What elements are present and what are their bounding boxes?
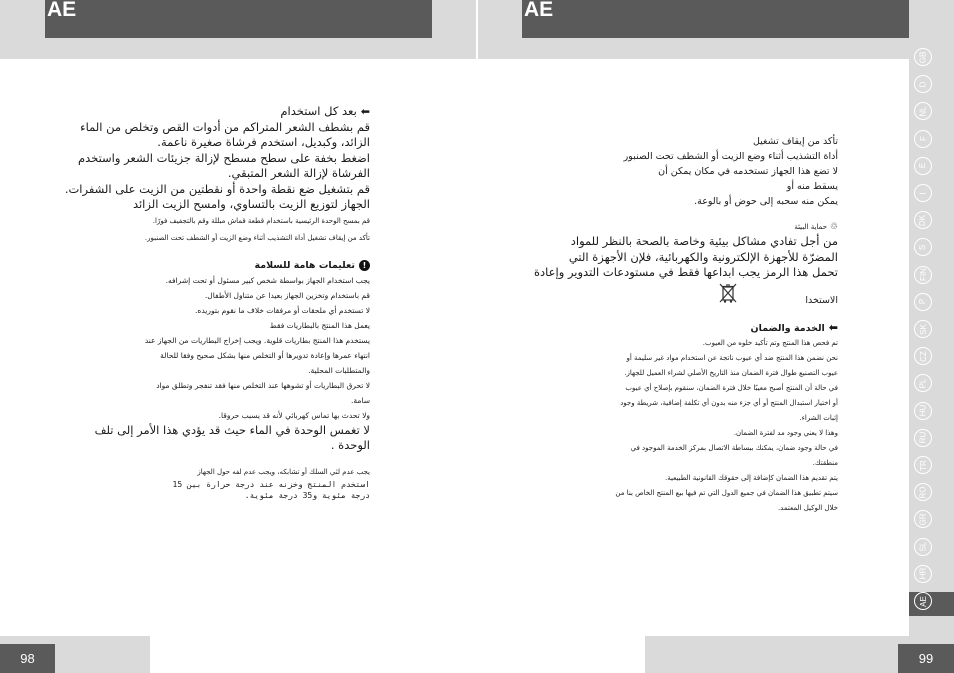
after-use-line: الزائد، وكبديل، استخدم فرشاة صغيرة ناعمة. [157, 135, 370, 149]
language-tab-label: SK [918, 323, 928, 335]
right-text-column [534, 134, 838, 516]
language-tab-f[interactable] [914, 130, 932, 148]
arrow-left-icon: ⬅ [828, 320, 838, 334]
left-text-column [64, 104, 370, 501]
warranty-line: خلال الوكيل المعتمد. [777, 503, 838, 512]
safety-line: انتهاء عمرها وإعادة تدويرها أو التخلص منها بشكل صحيح وفقا للحالة [160, 350, 370, 360]
language-tab-hr[interactable] [914, 565, 932, 583]
language-tab-tr[interactable] [914, 456, 932, 474]
after-use-line: الفرشاة لإزالة الشعر المتبقي. [227, 166, 370, 180]
language-tab-label: PL [918, 378, 928, 389]
recycle-icon: ♲ [829, 222, 838, 232]
safety-line: ولا تحدث بها تماس كهربائي لأنه قد يسبب حروقا. [218, 410, 370, 420]
language-tab-label: F [918, 136, 928, 142]
language-tab-label: GR [918, 513, 928, 526]
language-tab-label: HR [918, 568, 928, 580]
language-tab-label: FIN [918, 268, 928, 282]
environment-last: الاستخدا [805, 294, 838, 306]
safety-line: يستخدم هذا المنتج بطاريات قلوية. ويجب إخراج البطاريات من الجهاز عند [144, 335, 370, 345]
language-tab-hu[interactable] [914, 402, 932, 420]
language-tab-i[interactable] [914, 184, 932, 202]
storage-temperature-line: درجة مئوية و35 درجة مئوية. [244, 490, 370, 500]
storage-note: يجب عدم لثي السلك أو تشابكه، ويجب عدم لفه حول الجهاز [197, 467, 370, 476]
environment-heading: ♲حماية البيئة [794, 222, 838, 232]
warranty-line: يتم تقديم هذا الضمان كإضافة إلى حقوقك القانونية الطبيعية. [665, 473, 838, 482]
language-tab-label: RO [918, 486, 928, 499]
language-tab-label: GB [918, 51, 928, 63]
safety-line: قم باستخدام وتخزين الجهاز بعيدا عن متناول الأطفال. [204, 290, 370, 300]
warranty-line: في حالة أن المنتج أصبح معيبًا خلال فترة الضمان، سنقوم بإصلاح أي عيوب [625, 383, 838, 392]
language-tab-label: TR [918, 459, 928, 471]
arrow-left-icon: ⬅ [360, 105, 370, 118]
language-tab-label: NL [918, 106, 928, 117]
environment-line: المضرّة للأجهزة الإلكترونية والكهربائية، فلإن الأجهزة التي [568, 249, 838, 264]
language-tab-label: SL [918, 541, 928, 552]
intro-line: تأكد من إيقاف تشغيل [752, 136, 838, 147]
language-tab-label: D [918, 81, 928, 88]
after-use-small: قم بمسح الوحدة الرئيسية باستخدام قطعة قماش مبللة وقم بالتجفيف فورًا. [152, 216, 370, 225]
warranty-heading: ⬅الخدمة والضمان [750, 320, 838, 334]
language-tab-label: P [918, 299, 928, 305]
language-tab-sk[interactable] [914, 320, 932, 338]
language-tab-gb[interactable] [914, 48, 932, 66]
after-use-line: قم بتشغيل ضع نقطة واحدة أو نقطتين من الزيت على الشفرات. [64, 181, 370, 196]
language-tab-label: E [918, 163, 928, 169]
language-tab-label: S [918, 244, 928, 251]
language-tab-label: AE [918, 595, 928, 607]
language-tab-e[interactable] [914, 157, 932, 175]
language-tab-ae[interactable] [914, 592, 932, 610]
warranty-line: وهذا لا يعني وجود مد لفترة الضمان. [733, 428, 838, 437]
safety-heading: !تعليمات هامة للسلامة [80, 259, 370, 273]
safety-line: سامة. [351, 395, 370, 405]
warranty-line: منطقتك. [812, 458, 838, 467]
language-tab-label: RU [918, 432, 928, 444]
warranty-line: نحن نضمن هذا المنتج ضد أي عيوب ناتجة عن استخدام مواد غير سليمة أو [626, 353, 838, 362]
crossed-bin-icon [718, 282, 738, 304]
header-right: AE [522, 0, 909, 38]
safety-warning-line: الوحدة . [330, 438, 370, 452]
warranty-line: عيوب التصنيع طوال فترة الضمان منذ التاريخ الأصلي لشراء العميل للجهاز. [624, 368, 838, 377]
header-left: AE [45, 0, 432, 38]
after-use-small: تأكد من إيقاف تشغيل أداة التشذيب أثناء وضع الزيت أو الشطف تحت الصنبور. [144, 233, 370, 242]
language-tab-p[interactable] [914, 293, 932, 311]
safety-warning-line: لا تغمس الوحدة في الماء حيث قد يؤدي هذا الأمر إلى تلف [94, 422, 370, 437]
warranty-line: أو اختيار استبدال المنتج أو أي جزء منه بدون أي تكلفة إضافية، شريطة وجود [620, 398, 838, 407]
after-use-line: اضغط بخفة على سطح مسطح لإزالة جزيئات الشعر واستخدم [77, 150, 370, 165]
environment-line: من أجل تفادي مشاكل بيئية وخاصة بالصحة بالنظر للمواد [570, 234, 838, 248]
safety-line: والمتطلبات المحلية. [308, 365, 370, 375]
environment-line: تحمل هذا الرمز يجب ابداعها فقط في مستودعات التدوير وإعادة [534, 265, 838, 279]
language-tab-label: DK [918, 214, 928, 226]
safety-line: يعمل هذا المنتج بالبطاريات فقط [269, 320, 370, 330]
language-tab-fin[interactable] [914, 266, 932, 284]
after-use-line: الجهاز لتوزيع الزيت بالتساوي، وامسح الزيت الزائد [132, 197, 370, 211]
warranty-line: تم فحص هذا المنتج وتم تأكيد خلوه من العيوب. [702, 338, 838, 347]
language-tab-ru[interactable] [914, 429, 932, 447]
page-number-right: 99 [898, 644, 954, 673]
safety-line: لا تستخدم أي ملحقات أو مرفقات خلاف ما نقوم بتوريده. [195, 305, 370, 315]
after-use-heading: ⬅بعد كل استخدام [280, 104, 370, 118]
intro-line: يسقط منه أو [786, 181, 838, 192]
intro-line: أداة التشذيب أثناء وضع الزيت أو الشطف تحت الصنبور [623, 151, 838, 162]
language-tab-sl[interactable] [914, 538, 932, 556]
warranty-line: إثبات الشراء. [799, 413, 838, 422]
intro-line: يمكن منه سحبه إلى حوض أو بالوعة. [694, 196, 838, 207]
warning-icon: ! [359, 260, 370, 271]
language-tab-label: HU [918, 404, 928, 417]
warranty-line: في حالة وجود ضمان، يمكنك ببساطة الاتصال بمركز الخدمة الموجود في [630, 443, 838, 452]
page-number-left: 98 [0, 644, 55, 673]
safety-line: لا تحرق البطاريات أو تشوهها عند التخلص منها فقد تنفجر وتطلق مواد [156, 380, 370, 390]
warranty-line: سيتم تطبيق هذا الضمان في جميع الدول التي تم فيها بيع المنتج الخاص بنا من [615, 488, 838, 497]
intro-line: لا تضع هذا الجهاز تستخدمه في مكان يمكن أن [658, 166, 838, 177]
storage-temperature-line: استخدم المنتج وخزنه عند درجة حرارة بين 15 [172, 479, 370, 489]
language-tab-label: I [918, 191, 928, 195]
language-tab-label: CZ [918, 350, 928, 362]
after-use-line: قم بشطف الشعر المتراكم من أدوات القص وتخلص من الماء [80, 119, 370, 134]
safety-line: يجب استخدام الجهاز بواسطة شخص كبير مسئول أو تحت إشرافه. [165, 275, 370, 285]
